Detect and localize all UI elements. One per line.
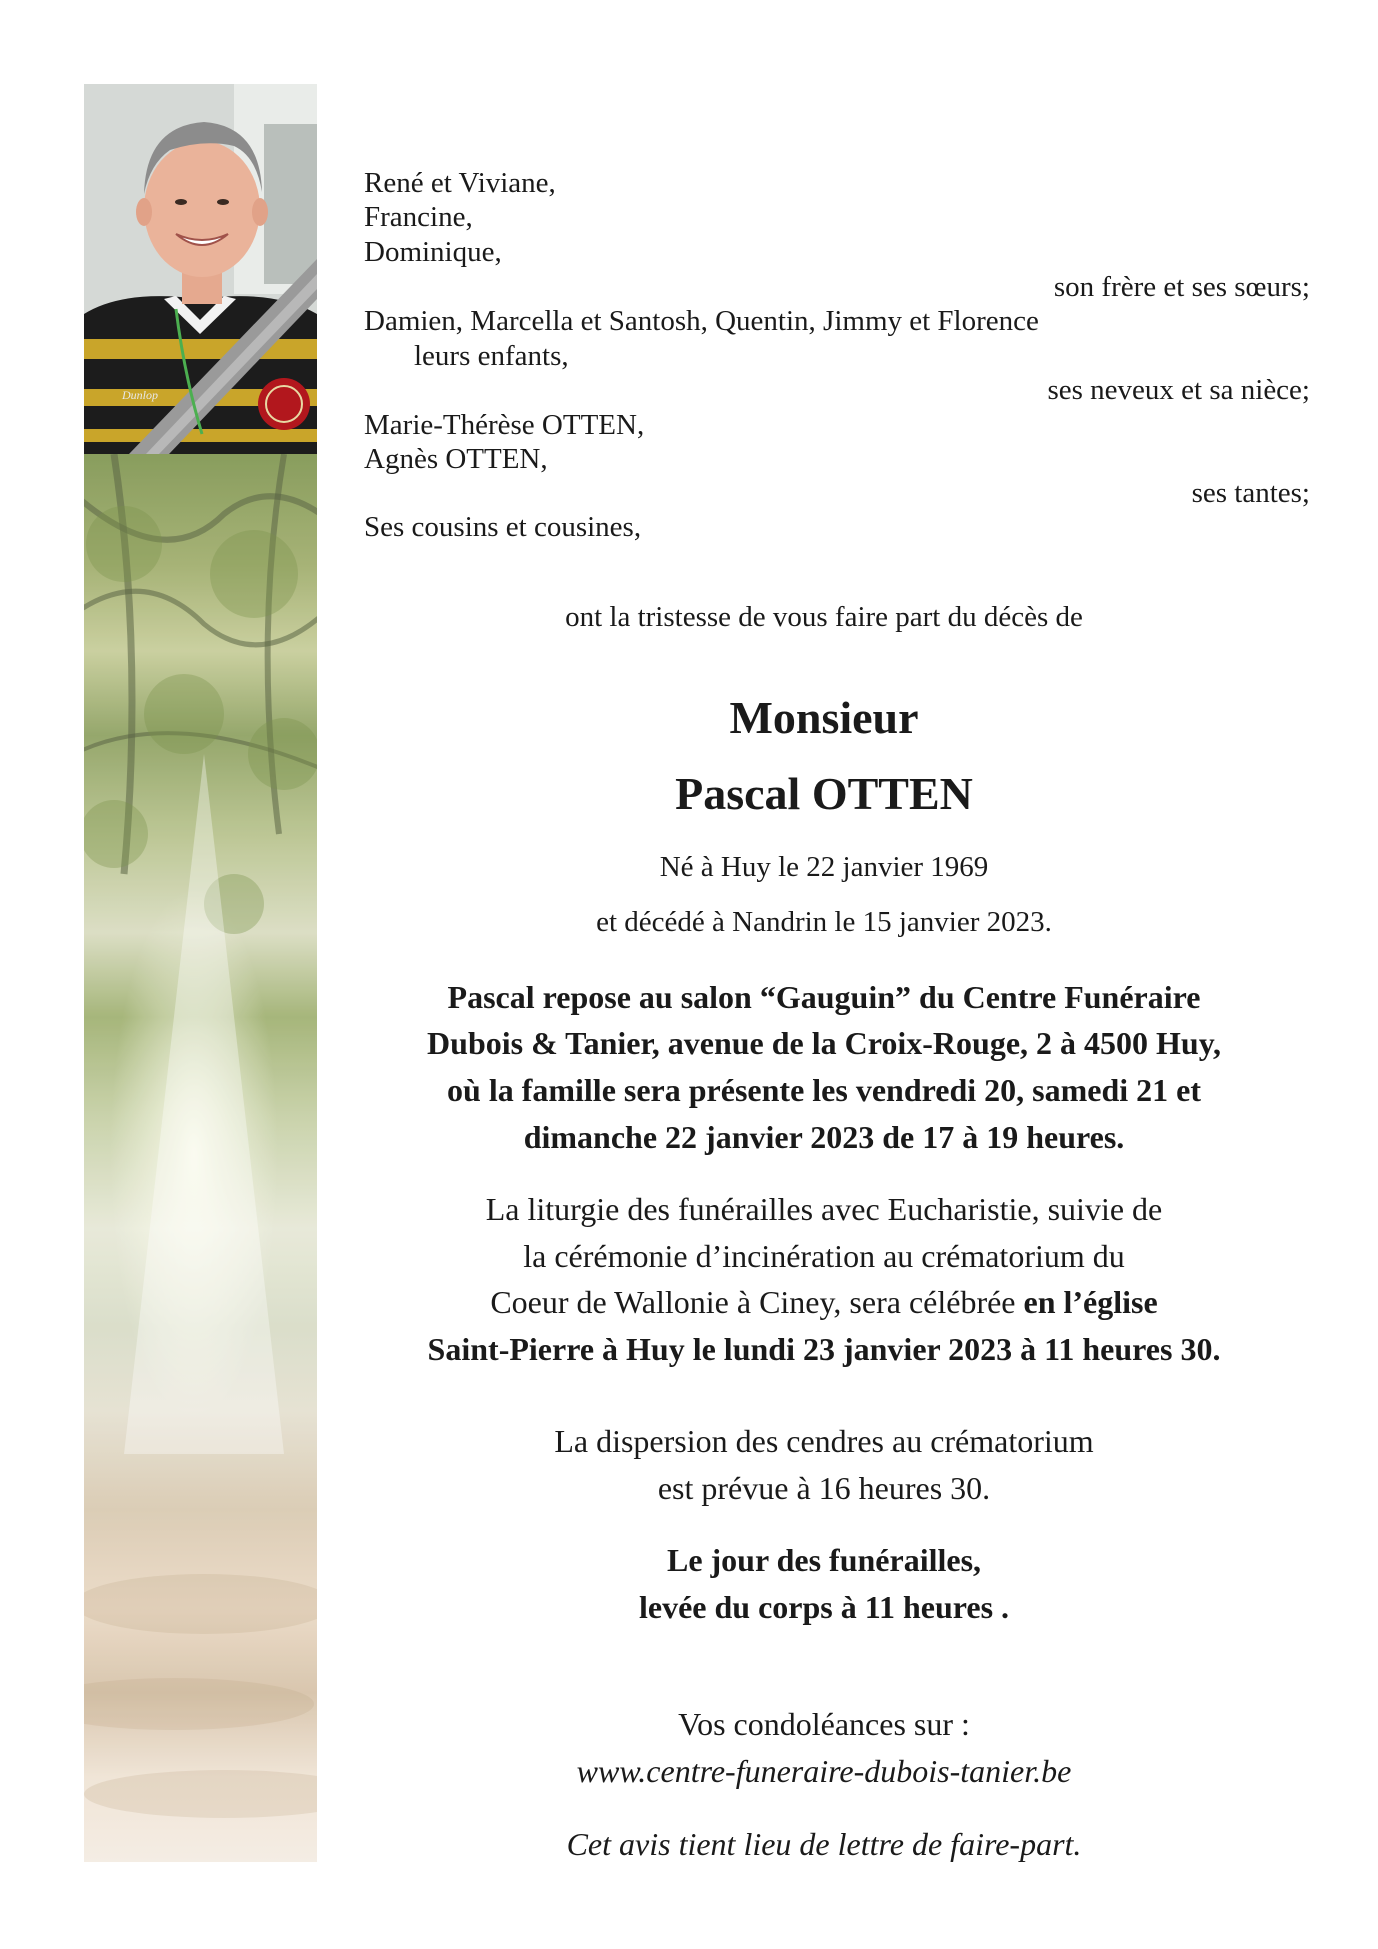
death-line: et décédé à Nandrin le 15 janvier 2023. [596,906,1052,938]
funeral-day-line-2: levée du corps à 11 heures . [638,1589,1010,1625]
visitation-line-4: dimanche 22 janvier 2023 de 17 à 19 heures. [523,1119,1125,1155]
liturgy-line-1: La liturgie des funérailles avec Eucharistie, suivie de [485,1191,1163,1227]
forest-illustration [84,454,317,1862]
announcement-intro: ont la tristesse de vous faire part du décès de [565,601,1083,633]
family-sibling-3: Dominique, [364,236,502,268]
visitation-line-3: où la famille sera présente les vendredi 20, samedi 21 et [447,1072,1201,1108]
condolences-label: Vos condoléances sur : [678,1706,970,1742]
family-sibling-2: Francine, [364,201,473,233]
visitation-line-1: Pascal repose au salon “Gauguin” du Centre Funéraire [447,979,1201,1015]
liturgy-line-4: Saint-Pierre à Huy le lundi 23 janvier 2023 à 11 heures 30. [427,1331,1221,1367]
portrait-photo [84,84,317,454]
portrait-illustration [84,84,317,454]
siblings-role: son frère et ses sœurs; [1053,271,1310,303]
deceased-name: Pascal OTTEN [675,768,973,819]
footer-note: Cet avis tient lieu de lettre de faire-part. [566,1826,1082,1862]
aunts-role: ses tantes; [1191,477,1310,509]
forest-path-image [84,454,317,1862]
liturgy-line-3-bold: en l’église [1023,1284,1158,1320]
family-aunt-2: Agnès OTTEN, [364,443,548,475]
shirt-logo-text: Dunlop [122,388,158,402]
family-sibling-1: René et Viviane, [364,167,556,199]
honorific-title: Monsieur [729,692,919,743]
liturgy-line-3-plain: Coeur de Wallonie à Ciney, sera célébrée [490,1284,1016,1320]
family-aunt-1: Marie-Thérèse OTTEN, [364,409,645,441]
dispersion-line-2: est prévue à 16 heures 30. [657,1470,991,1506]
birth-line: Né à Huy le 22 janvier 1969 [659,851,989,883]
liturgy-line-3 [350,1283,1298,1321]
children-names: Damien, Marcella et Santosh, Quentin, Jimmy et Florence [364,305,1039,337]
liturgy-line-2: la cérémonie d’incinération au crématorium du [523,1238,1125,1274]
cousins-line: Ses cousins et cousines, [364,511,642,543]
visitation-line-2: Dubois & Tanier, avenue de la Croix-Rouge, 2 à 4500 Huy, [427,1025,1221,1061]
nephews-role: ses neveux et sa nièce; [1047,374,1310,406]
funeral-day-line-1: Le jour des funérailles, [666,1542,982,1578]
dispersion-line-1: La dispersion des cendres au crématorium [554,1423,1094,1459]
decorative-strip [84,84,317,1862]
children-role: leurs enfants, [414,340,569,372]
condolences-url[interactable]: www.centre-funeraire-dubois-tanier.be [576,1753,1072,1789]
